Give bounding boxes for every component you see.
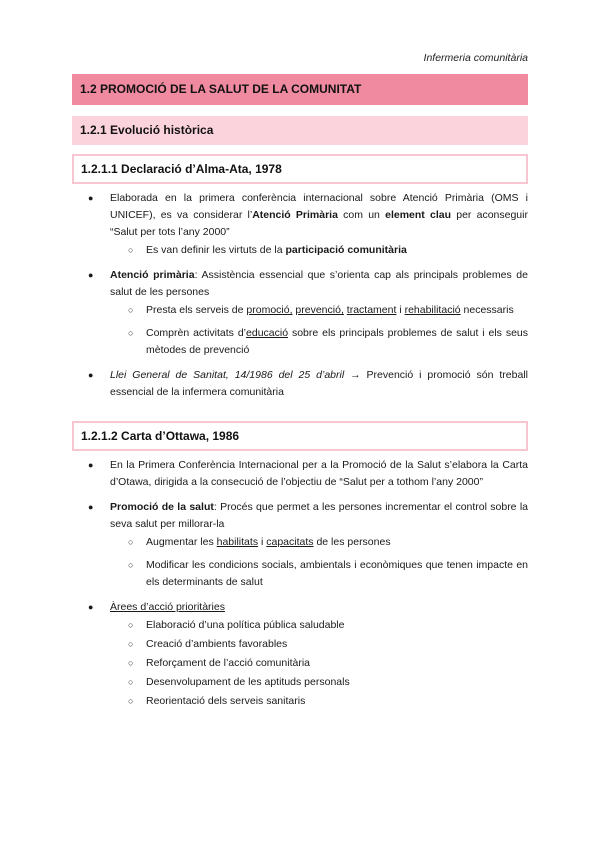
text-run: de les persones [313,536,391,548]
alma-ata-list [72,190,528,401]
sub-list-item [110,534,528,551]
underlined-term: Àrees d’acció prioritàries [110,601,225,613]
section-heading-1-2: 1.2 PROMOCIÓ DE LA SALUT DE LA COMUNITAT [72,74,528,105]
sub-list-item [110,302,528,319]
italic-citation: Llei General de Sanitat, 14/1986 del 25 d’abril [110,369,345,381]
list-item [72,599,528,710]
bold-term: Atenció Primària [252,209,338,221]
text-run: Elaborada en la primera conferència internacional sobre Atenció Primària (OMS i UNICEF), es va considerar l’ [110,192,528,221]
text-run: Augmentar les [146,536,217,548]
bullet-text [110,599,528,616]
list-item [72,499,528,591]
text-run: i [396,304,405,316]
underlined-term: educació [246,327,289,339]
bullet-text [110,499,528,533]
bold-term: participació comunitària [285,244,407,256]
underlined-term: rehabilitació [404,304,461,316]
list-item [72,190,528,259]
text-run: per aconseguir “Salut per tots l’any 2000” [110,209,528,238]
sub-list-item [110,242,528,259]
bullet-text [110,267,528,301]
sub-list-item: ○ Reorientació dels serveis sanitaris [110,693,528,710]
list-item [72,367,528,401]
text-run: Es van definir les virtuts de la [146,244,286,256]
bold-term: element clau [385,209,452,221]
bold-term: Atenció primària [110,269,195,281]
text-run: Comprèn activitats d’ [146,327,247,339]
sub-list [110,534,528,591]
ottawa-list [72,457,528,710]
section-heading-alma-ata: 1.2.1.1 Declaració d’Alma-Ata, 1978 [72,154,528,184]
section-heading-ottawa: 1.2.1.2 Carta d’Ottawa, 1986 [72,421,528,451]
running-header: Infermeria comunitària [423,52,528,64]
bullet-text [110,367,528,401]
sub-list [110,242,528,259]
priority-areas-list [110,617,528,710]
bold-term: Promoció de la salut [110,501,214,513]
text-run: i [258,536,267,548]
sub-list-item [110,325,528,359]
bullet-text [110,190,528,241]
document-body [72,74,528,718]
sub-list-item: ○ Creació d’ambients favorables [110,636,528,653]
underlined-term: capacitats [266,536,314,548]
sub-list-item: ○ Modificar les condicions socials, ambientals i econòmiques que tenen impacte en els determinants de salut [110,557,528,591]
list-item [72,457,528,491]
section-heading-1-2-1: 1.2.1 Evolució històrica [72,116,528,145]
sub-list-item: ○ Elaboració d’una política pública saludable [110,617,528,634]
underlined-term: habilitats [216,536,259,548]
bullet-text: ● En la Primera Conferència Internacional per a la Promoció de la Salut s’elabora la Carta d’Otawa, dirigida a la consecució de l’objectiu de “Salut per a tothom l’any 2000” [110,457,528,491]
text-run: → Prevenció i promoció són treball essencial de la infermera comunitària [110,369,528,398]
sub-list-item: ○ Reforçament de l’acció comunitària [110,655,528,672]
sub-list-item: ○ Desenvolupament de les aptituds personals [110,674,528,691]
text-run: Presta els serveis de [146,304,247,316]
underlined-term: prevenció, [295,304,344,316]
text-run: sobre els principals problemes de salut i els seus mètodes de prevenció [146,327,528,356]
text-run: : Procés que permet a les persones incrementar el control sobre la seva salut per millorar-la [110,501,528,530]
text-run: : Assistència essencial que s’orienta cap als principals problemes de salut de les persones [110,269,528,298]
list-item [72,267,528,359]
sub-list [110,302,528,359]
text-run: necessaris [460,304,514,316]
text-run: com un [337,209,386,221]
underlined-term: promoció, [246,304,293,316]
underlined-term: tractament [346,304,397,316]
